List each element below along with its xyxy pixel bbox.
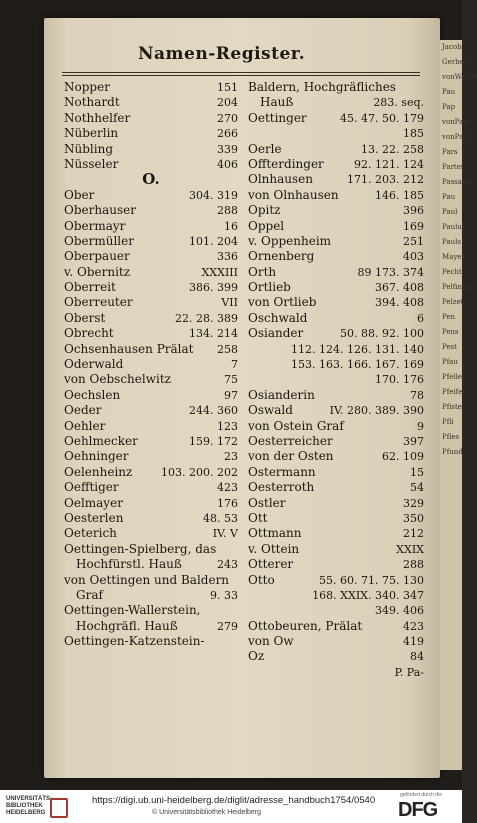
entry-name: Obermüller (64, 233, 134, 248)
entry-name: Oehler (64, 418, 106, 433)
entry-pages: 288 (217, 204, 238, 218)
entry-name: Ober (64, 187, 95, 202)
entry-pages: 283. seq. (373, 96, 424, 110)
library-name-line: UNIVERSITÄTS- (6, 796, 53, 802)
index-entry (248, 465, 424, 480)
index-entry (248, 126, 424, 141)
index-entry (248, 603, 424, 618)
index-entry (64, 280, 238, 295)
entry-name: Ott (248, 510, 268, 525)
index-entry (248, 526, 424, 541)
index-entry (248, 311, 424, 326)
left-index-column (64, 80, 238, 649)
adjacent-page-fragment: Pens (442, 328, 459, 336)
index-entry (248, 665, 424, 680)
entry-name: Oettingen-Wallerstein, (64, 603, 201, 618)
index-entry (64, 588, 238, 603)
permalink[interactable]: https://digi.ub.uni-heidelberg.de/diglit/adresse_handbuch1754/0540 (92, 795, 376, 806)
adjacent-page-fragment: Pelfing (442, 283, 467, 291)
entry-name: Olnhausen (248, 172, 314, 187)
index-entry (248, 172, 424, 187)
adjacent-page-fragment: Pelzet (442, 298, 464, 306)
entry-name: Oerle (248, 141, 282, 156)
adjacent-page-fragment: Paulus (442, 223, 466, 231)
entry-name: Nüsseler (64, 156, 119, 171)
funding-note: gefördert durch die (400, 792, 442, 798)
entry-name: Nothhelfer (64, 110, 131, 125)
index-entry (64, 249, 238, 264)
index-entry (64, 634, 238, 649)
viewer-footer (0, 790, 462, 823)
index-entry (248, 557, 424, 572)
entry-name: Oesterreicher (248, 433, 333, 448)
adjacent-page-fragment: Jacob (442, 43, 462, 51)
entry-name: von Ostein Graf (248, 418, 344, 433)
entry-pages: 270 (217, 111, 238, 125)
entry-name: Oberpauer (64, 249, 130, 264)
adjacent-page-fragment: Gerbert (442, 58, 470, 66)
index-entry (248, 265, 424, 280)
index-entry (64, 526, 238, 541)
index-entry (64, 480, 238, 495)
index-entry (248, 372, 424, 387)
adjacent-page-fragment: vonPari (442, 133, 469, 141)
entry-pages: 54 (410, 481, 424, 495)
entry-pages: 146. 185 (375, 188, 424, 202)
index-entry (248, 280, 424, 295)
index-entry (248, 480, 424, 495)
entry-pages: 16 (224, 219, 238, 233)
entry-name: Offterdinger (248, 156, 324, 171)
entry-name: Nübling (64, 141, 113, 156)
index-entry (248, 249, 424, 264)
entry-name: Opitz (248, 203, 281, 218)
adjacent-page-fragment: Paul (442, 208, 458, 216)
entry-name: von der Osten (248, 449, 334, 464)
entry-name: Oelmayer (64, 495, 123, 510)
entry-pages: 170. 176 (375, 373, 424, 387)
entry-pages: 266 (217, 127, 238, 141)
entry-pages: XXXIII (201, 265, 238, 279)
entry-pages: 243 (217, 558, 238, 572)
entry-pages: 423 (217, 481, 238, 495)
index-entry (248, 388, 424, 403)
index-entry (64, 295, 238, 310)
index-entry (64, 465, 238, 480)
entry-name: Obrecht (64, 326, 114, 341)
adjacent-page-fragment: Pau (442, 88, 456, 96)
adjacent-page-fragment: Pap (442, 103, 456, 111)
adjacent-page-fragment: vonWalbu (442, 73, 477, 81)
entry-pages: 394. 408 (375, 296, 424, 310)
index-entry (248, 496, 424, 511)
entry-name: Orth (248, 264, 277, 279)
entry-pages: 123 (217, 419, 238, 433)
entry-pages: 13. 22. 258 (361, 142, 424, 156)
entry-pages: 7 (231, 358, 238, 372)
entry-pages: 244. 360 (189, 404, 238, 418)
entry-pages: 169 (403, 219, 424, 233)
copyright-note: © Universitätsbibliothek Heidelberg (152, 809, 262, 816)
entry-pages: 15 (410, 465, 424, 479)
entry-name: Oehninger (64, 449, 129, 464)
entry-name: Oderwald (64, 357, 124, 372)
index-entry (248, 157, 424, 172)
index-entry (248, 403, 424, 418)
header-rule-double (62, 75, 420, 76)
index-entry (64, 372, 238, 387)
entry-name: Ostler (248, 495, 286, 510)
entry-pages: 9 (417, 419, 424, 433)
index-entry (64, 388, 238, 403)
index-entry (64, 542, 238, 557)
index-entry (248, 80, 424, 95)
library-logo-icon (50, 798, 68, 818)
entry-pages: 329 (403, 496, 424, 510)
index-entry (248, 357, 424, 372)
index-entry (64, 142, 238, 157)
entry-pages: 204 (217, 96, 238, 110)
entry-pages: XXIX (396, 542, 424, 556)
adjacent-page-fragment: Mayer (442, 253, 465, 261)
entry-name: Oberreuter (64, 295, 133, 310)
entry-name: Oschwald (248, 310, 308, 325)
adjacent-page-fragment: Parten (442, 163, 466, 171)
entry-name: Otterer (248, 557, 294, 572)
entry-pages: 258 (217, 342, 238, 356)
index-entry (64, 188, 238, 203)
entry-pages: 112. 124. 126. 131. 140 (291, 342, 424, 356)
index-entry (64, 234, 238, 249)
entry-pages: 212 (403, 527, 424, 541)
entry-pages: 75 (224, 373, 238, 387)
right-index-column (248, 80, 424, 680)
index-entry (248, 634, 424, 649)
entry-name: Oeterich (64, 526, 117, 541)
index-entry (64, 449, 238, 464)
index-entry (64, 95, 238, 110)
index-entry (64, 326, 238, 341)
entry-name: Hochgräfl. Hauß (76, 618, 178, 633)
entry-name: Osiander (248, 326, 304, 341)
index-entry (248, 188, 424, 203)
entry-pages: 50. 88. 92. 100 (340, 327, 424, 341)
library-logo-text (6, 796, 52, 817)
index-entry (248, 649, 424, 664)
adjacent-page-fragment: Pfles (442, 433, 460, 441)
index-entry (64, 311, 238, 326)
entry-pages: 403 (403, 250, 424, 264)
entry-pages: 101. 204 (189, 234, 238, 248)
entry-pages: 45. 47. 50. 179 (340, 111, 424, 125)
index-entry (64, 126, 238, 141)
index-entry (64, 265, 238, 280)
index-entry (248, 295, 424, 310)
entry-pages: 288 (403, 558, 424, 572)
entry-name: Obermayr (64, 218, 126, 233)
index-entry (248, 203, 424, 218)
entry-pages: 406 (217, 157, 238, 171)
entry-pages: 55. 60. 71. 75. 130 (319, 573, 424, 587)
index-entry (64, 203, 238, 218)
adjacent-page-fragment: Pfiste (442, 403, 462, 411)
entry-pages: 23 (224, 450, 238, 464)
entry-name: Ottmann (248, 526, 302, 541)
entry-name: Ochsenhausen Prälat (64, 341, 194, 356)
entry-pages: 62. 109 (382, 450, 424, 464)
adjacent-page-fragment: vonPap (442, 118, 468, 126)
entry-pages: 153. 163. 166. 167. 169 (291, 358, 424, 372)
entry-pages: 9. 33 (210, 588, 238, 602)
index-entry (64, 573, 238, 588)
section-letter-heading: O. (142, 170, 160, 189)
index-entry (248, 219, 424, 234)
index-entry (64, 496, 238, 511)
entry-pages: 339 (217, 142, 238, 156)
entry-name: Oesterlen (64, 510, 124, 525)
index-entry (64, 111, 238, 126)
index-entry (64, 434, 238, 449)
adjacent-page-strip (440, 40, 477, 770)
adjacent-page-fragment: Passava (442, 178, 471, 186)
entry-pages: 151 (217, 81, 238, 94)
entry-pages: 185 (403, 127, 424, 141)
entry-name: Hauß (260, 95, 294, 110)
entry-name: Oz (248, 649, 265, 664)
page-header: Namen-Register. (138, 44, 306, 64)
entry-pages: 97 (224, 388, 238, 402)
adjacent-page-fragment: Pfau (442, 358, 458, 366)
entry-pages: 171. 203. 212 (347, 173, 424, 187)
adjacent-page-fragment: Pen (442, 313, 456, 321)
entry-name: Oettingen-Katzenstein- (64, 634, 205, 649)
entry-name: Oswald (248, 403, 293, 418)
entry-name: von Ortlieb (248, 295, 317, 310)
entry-pages: 89 173. 374 (357, 265, 424, 279)
index-entry (64, 80, 238, 95)
entry-name: v. Ottein (248, 541, 300, 556)
header-rule (62, 72, 420, 73)
library-name-line: BIBLIOTHEK (6, 803, 43, 809)
entry-name: Oberreit (64, 280, 116, 295)
entry-name: von Olnhausen (248, 187, 339, 202)
entry-name: Baldern, Hochgräfliches (248, 80, 396, 94)
index-entry (248, 95, 424, 110)
entry-name: Ottobeuren, Prälat (248, 618, 363, 633)
index-entry (248, 419, 424, 434)
entry-pages: 48. 53 (203, 511, 238, 525)
adjacent-page-fragment: Pfund (442, 448, 463, 456)
entry-name: Oehlmecker (64, 433, 138, 448)
entry-pages: 78 (410, 388, 424, 402)
entry-pages: 349. 406 (375, 604, 424, 618)
index-entry (248, 142, 424, 157)
entry-name: Otto (248, 572, 275, 587)
entry-pages: 134. 214 (189, 327, 238, 341)
entry-pages: 397 (403, 434, 424, 448)
entry-name: von Oebschelwitz (64, 372, 171, 387)
entry-name: Oberst (64, 310, 106, 325)
adjacent-page-fragment: Pfeller (442, 373, 466, 381)
index-entry (64, 403, 238, 418)
index-entry (248, 434, 424, 449)
adjacent-page-fragment: Pau (442, 193, 456, 201)
index-entry (248, 449, 424, 464)
entry-pages: 279 (217, 619, 238, 633)
index-entry (64, 219, 238, 234)
index-entry (64, 603, 238, 618)
entry-pages: 367. 408 (375, 281, 424, 295)
entry-name: Oberhauser (64, 203, 136, 218)
index-entry (64, 511, 238, 526)
entry-name: Nothardt (64, 95, 120, 110)
index-entry (248, 573, 424, 588)
adjacent-page-fragment: Pars (442, 148, 458, 156)
entry-pages: VII (221, 296, 238, 310)
entry-name: Nopper (64, 80, 110, 94)
index-entry (248, 542, 424, 557)
entry-name: Ortlieb (248, 280, 291, 295)
entry-pages: 176 (217, 496, 238, 510)
entry-name: Oettinger (248, 110, 307, 125)
entry-name: Graf (76, 587, 103, 602)
index-entry (64, 342, 238, 357)
entry-pages: IV. V (212, 527, 238, 541)
dfg-logo: DFG (398, 799, 438, 821)
index-entry (248, 111, 424, 126)
entry-name: von Ow (248, 634, 294, 649)
entry-pages: 396 (403, 204, 424, 218)
entry-name: v. Oppenheim (248, 233, 332, 248)
entry-pages: 336 (217, 250, 238, 264)
index-entry (64, 557, 238, 572)
entry-pages: IV. 280. 389. 390 (329, 404, 424, 418)
entry-pages: 419 (403, 635, 424, 649)
adjacent-page-fragment: Pfeifer (442, 388, 466, 396)
index-entry (64, 619, 238, 634)
index-entry (248, 234, 424, 249)
entry-name: Oelenheinz (64, 464, 133, 479)
adjacent-page-fragment: Pauls (442, 238, 461, 246)
entry-pages: 168. XXIX. 340. 347 (312, 588, 424, 602)
entry-pages: P. Pa- (394, 665, 424, 679)
entry-pages: 251 (403, 234, 424, 248)
library-name-line: HEIDELBERG (6, 810, 46, 816)
entry-name: Hochfürstl. Hauß (76, 557, 182, 572)
entry-name: Oettingen-Spielberg, das (64, 541, 217, 556)
index-entry (64, 419, 238, 434)
entry-pages: 103. 200. 202 (161, 465, 238, 479)
entry-pages: 159. 172 (189, 434, 238, 448)
entry-name: Oefftiger (64, 480, 119, 495)
entry-name: Nüberlin (64, 126, 119, 141)
index-entry (248, 326, 424, 341)
adjacent-page-fragment: Pecht (442, 268, 462, 276)
index-entry (248, 511, 424, 526)
adjacent-page-fragment: Pest (442, 343, 457, 351)
entry-name: Oesterroth (248, 480, 315, 495)
entry-pages: 6 (417, 311, 424, 325)
entry-pages: 304. 319 (189, 188, 238, 202)
entry-name: Osianderin (248, 387, 315, 402)
index-entry (248, 588, 424, 603)
entry-name: Oechslen (64, 387, 121, 402)
index-entry (248, 342, 424, 357)
entry-name: Oeder (64, 403, 102, 418)
entry-name: Oppel (248, 218, 285, 233)
adjacent-page-fragment: Pfli (442, 418, 454, 426)
entry-pages: 386. 399 (189, 281, 238, 295)
entry-pages: 92. 121. 124 (354, 157, 424, 171)
entry-name: von Oettingen und Baldern (64, 572, 230, 587)
entry-pages: 22. 28. 389 (175, 311, 238, 325)
entry-name: Ornenberg (248, 249, 315, 264)
index-entry (64, 357, 238, 372)
entry-pages: 423 (403, 619, 424, 633)
entry-name: Ostermann (248, 464, 316, 479)
index-entry (248, 619, 424, 634)
entry-pages: 350 (403, 511, 424, 525)
entry-pages: 84 (410, 650, 424, 664)
entry-name: v. Obernitz (64, 264, 131, 279)
